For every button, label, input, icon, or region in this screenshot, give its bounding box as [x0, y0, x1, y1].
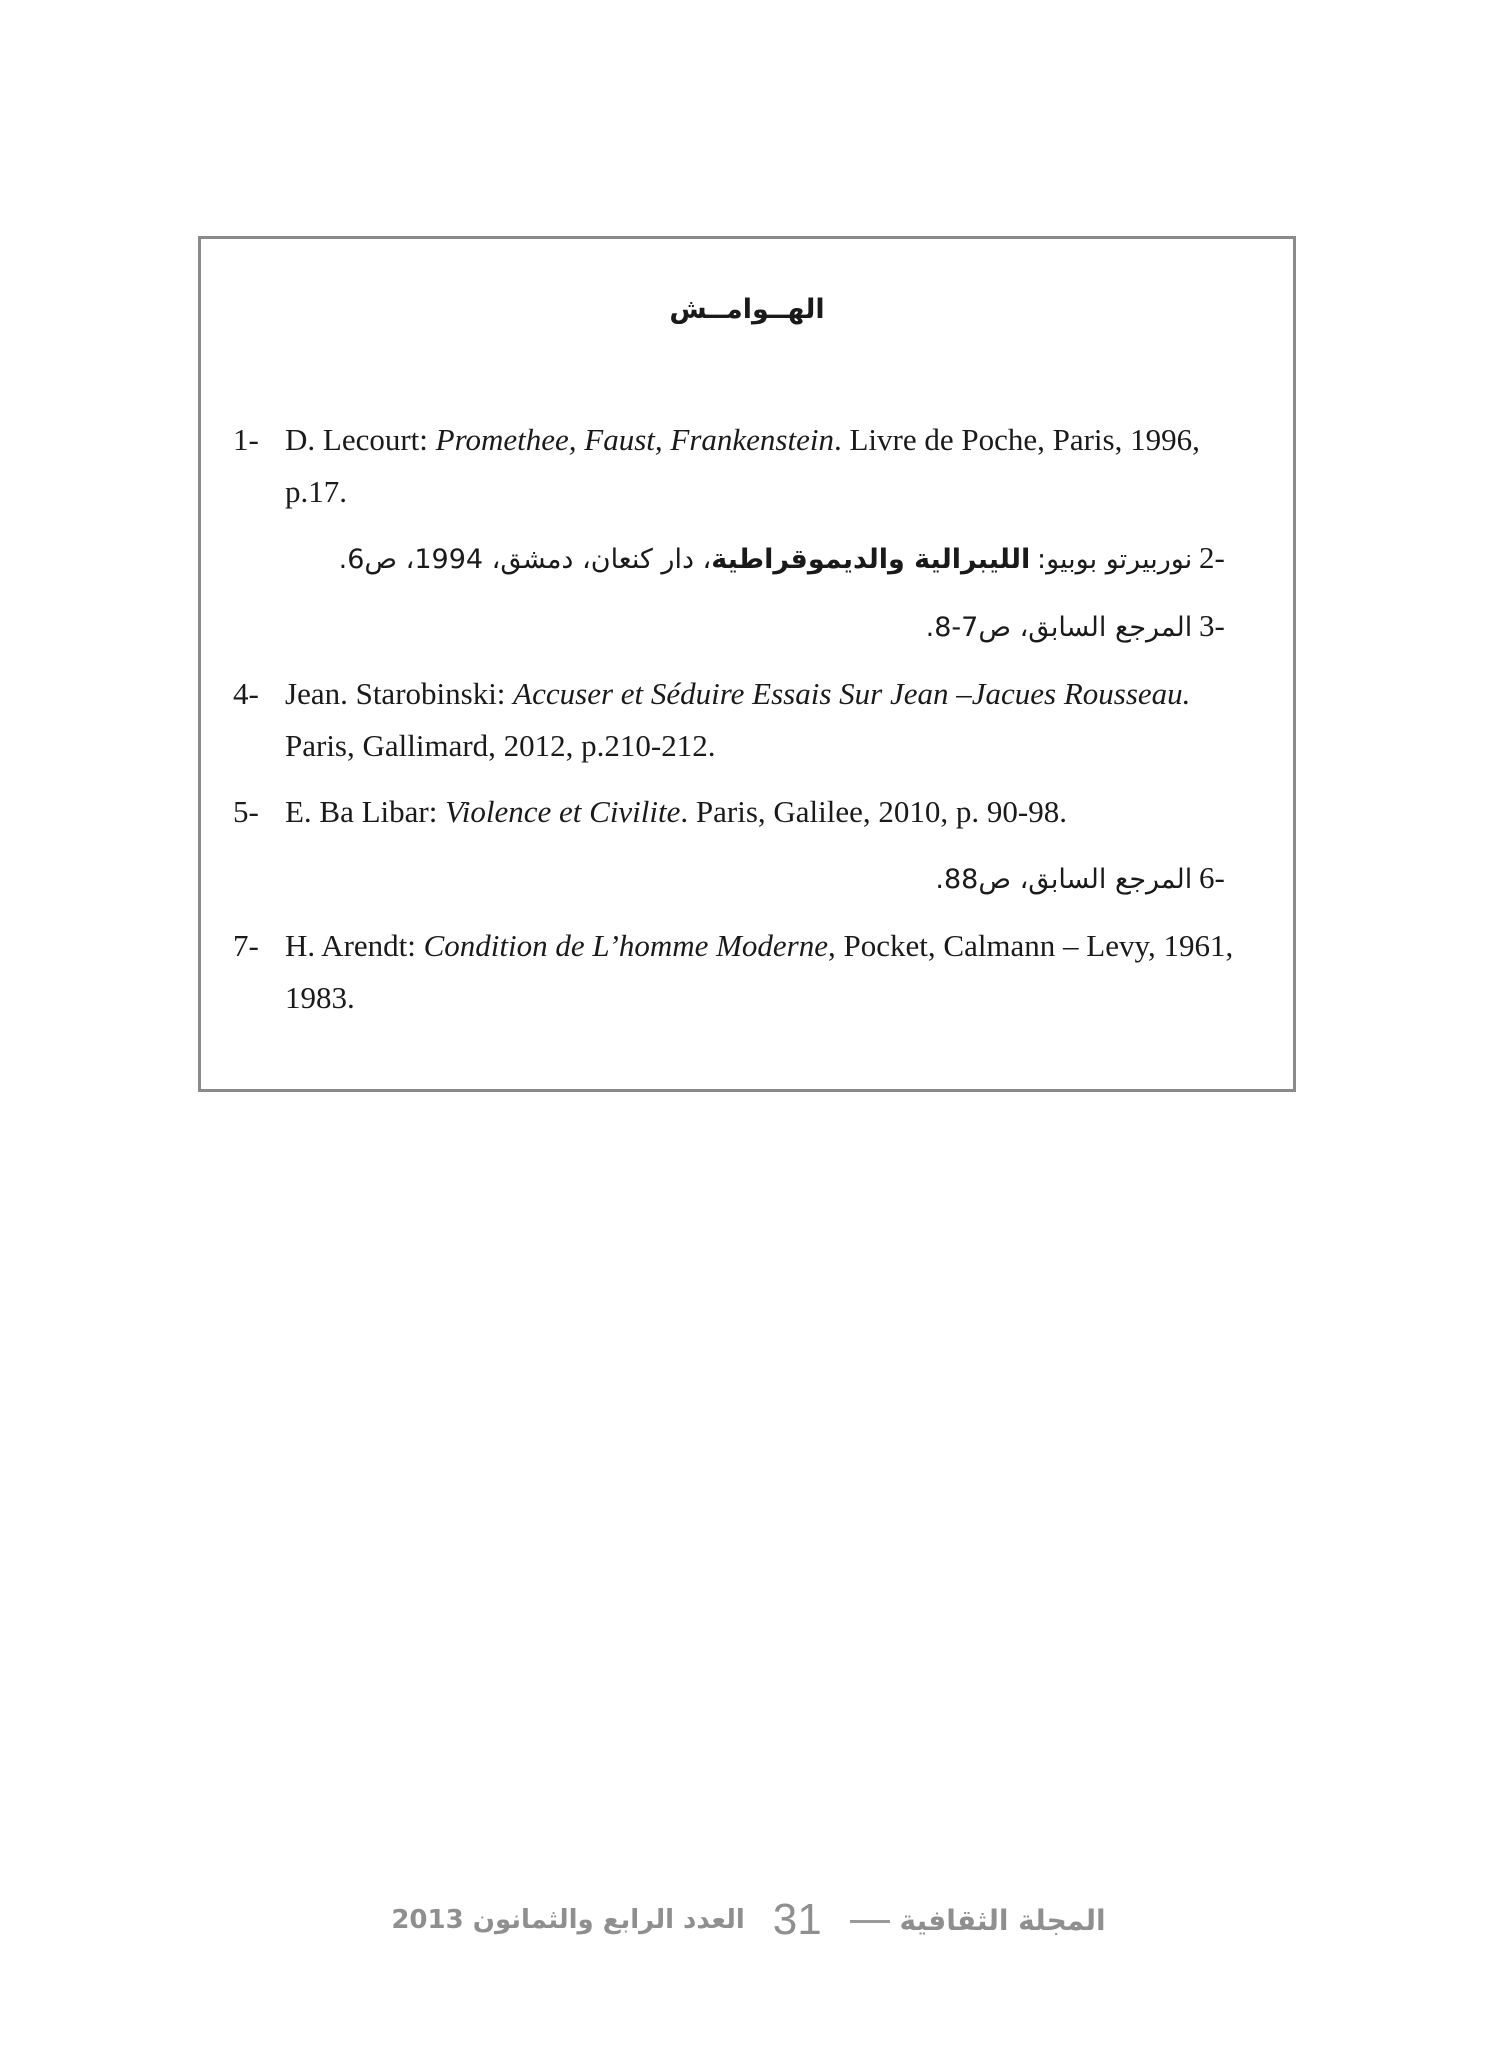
footnote-number: 7- — [233, 928, 259, 963]
footnote-details: Paris, Gallimard, 2012, p.210-212. — [285, 728, 716, 763]
footnote-author: E. Ba Libar: — [285, 794, 438, 829]
footnote-text: المرجع السابق، ص7-8. — [925, 612, 1193, 643]
decorative-line — [850, 1920, 890, 1923]
footnote-details: ، دار كنعان، دمشق، 1994، ص6. — [338, 544, 712, 575]
footnote-4 — [233, 668, 1251, 772]
footnote-details: , Pocket, Calmann – Levy, 1961, 1983. — [285, 928, 1234, 1015]
footnote-details: . Paris, Galilee, 2010, p. 90-98. — [680, 794, 1067, 829]
footnote-title: الليبرالية والديموقراطية — [711, 544, 1031, 575]
footnote-title: Condition de L’homme Moderne — [423, 928, 829, 963]
footnote-title: Accuser et Séduire Essais Sur Jean –Jacues Rousseau. — [513, 676, 1191, 711]
footnote-number: 2- — [1199, 540, 1225, 575]
footnote-7 — [233, 920, 1251, 1024]
footnote-1 — [233, 414, 1251, 518]
footnote-title: Promethee, Faust, Frankenstein — [435, 422, 834, 457]
footnote-6 — [233, 852, 1251, 906]
footnote-number: 6- — [1199, 860, 1225, 895]
footnote-5 — [233, 786, 1251, 838]
footnote-number: 4- — [233, 676, 259, 711]
footnote-author: H. Arendt: — [285, 928, 416, 963]
footnotes-list — [233, 414, 1251, 1038]
page-footer — [0, 1890, 1497, 1950]
footnote-2 — [233, 532, 1251, 586]
footnote-number: 3- — [1199, 608, 1225, 643]
footnotes-box — [198, 236, 1296, 1092]
footer-journal-name — [850, 1904, 1106, 1937]
footnote-3 — [233, 600, 1251, 654]
footnotes-title: الهــوامــش — [669, 294, 825, 325]
footnote-author: نوربيرتو بوبيو: — [1036, 544, 1193, 575]
footnote-number: 5- — [233, 794, 259, 829]
footnote-author: D. Lecourt: — [285, 422, 428, 457]
footnote-number: 1- — [233, 422, 259, 457]
footnote-details: . Livre de Poche, Paris, 1996, p.17. — [285, 422, 1200, 509]
footnote-text: المرجع السابق، ص88. — [935, 864, 1193, 895]
page-number: 31 — [772, 1895, 822, 1944]
footnote-title: Violence et Civilite — [445, 794, 681, 829]
footer-issue: العدد الرابع والثمانون 2013 — [391, 1905, 745, 1935]
journal-name-text: المجلة الثقافية — [899, 1903, 1106, 1937]
footnote-author: Jean. Starobinski: — [285, 676, 506, 711]
